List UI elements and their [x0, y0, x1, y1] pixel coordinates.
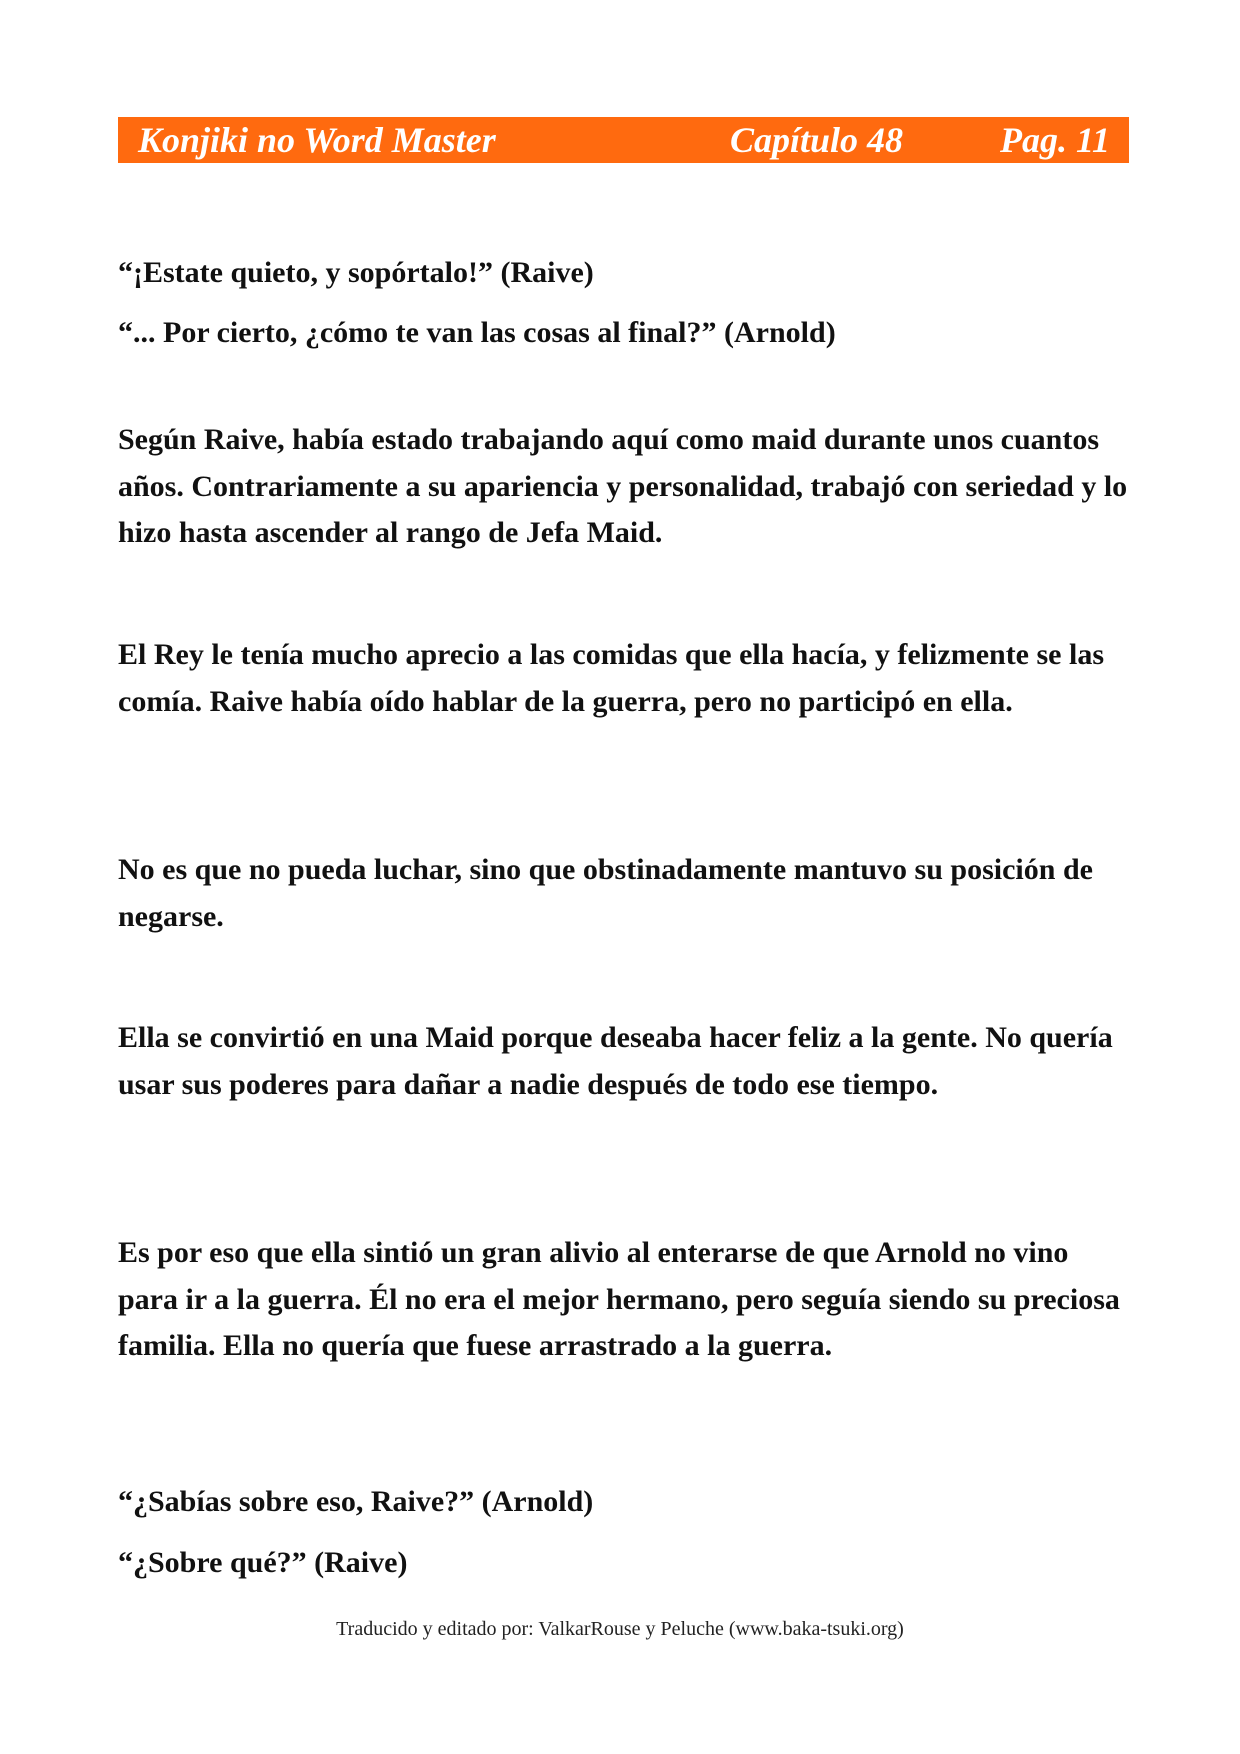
dialogue-line: “... Por cierto, ¿cómo te van las cosas al final?” (Arnold): [118, 316, 836, 349]
dialogue-line: “¡Estate quieto, y sopórtalo!” (Raive): [118, 256, 594, 289]
chapter-label: Capítulo 48: [730, 120, 904, 160]
paragraph: Ella se convirtió en una Maid porque deseaba hacer feliz a la gente. No quería usar sus poderes para dañar a nadie después de todo ese tiempo.: [118, 1021, 1113, 1101]
page-number: Pag. 11: [1000, 120, 1111, 160]
paragraph: Según Raive, había estado trabajando aquí como maid durante unos cuantos años. Contrariamente a su apariencia y personalidad, trabajó con seriedad y lo hizo hasta ascender al rango de Jefa Maid.: [118, 423, 1128, 549]
paragraph: No es que no pueda luchar, sino que obstinadamente mantuvo su posición de negarse.: [118, 853, 1093, 933]
page-header: [118, 117, 1129, 163]
dialogue-line: “¿Sabías sobre eso, Raive?” (Arnold): [118, 1485, 594, 1518]
dialogue-line: “¿Sobre qué?” (Raive): [118, 1546, 408, 1579]
paragraph: Es por eso que ella sintió un gran alivio al enterarse de que Arnold no vino para ir a la guerra. Él no era el mejor hermano, pero seguía siendo su preciosa familia. Ella no quería que fuese arrastrado a la guerra.: [118, 1236, 1120, 1362]
footer-credit: Traducido y editado por: ValkarRouse y Peluche (www.baka-tsuki.org): [336, 1618, 904, 1640]
book-title: Konjiki no Word Master: [138, 120, 496, 160]
paragraph: El Rey le tenía mucho aprecio a las comidas que ella hacía, y felizmente se las comía. Raive había oído hablar de la guerra, pero no participó en ella.: [118, 638, 1105, 718]
